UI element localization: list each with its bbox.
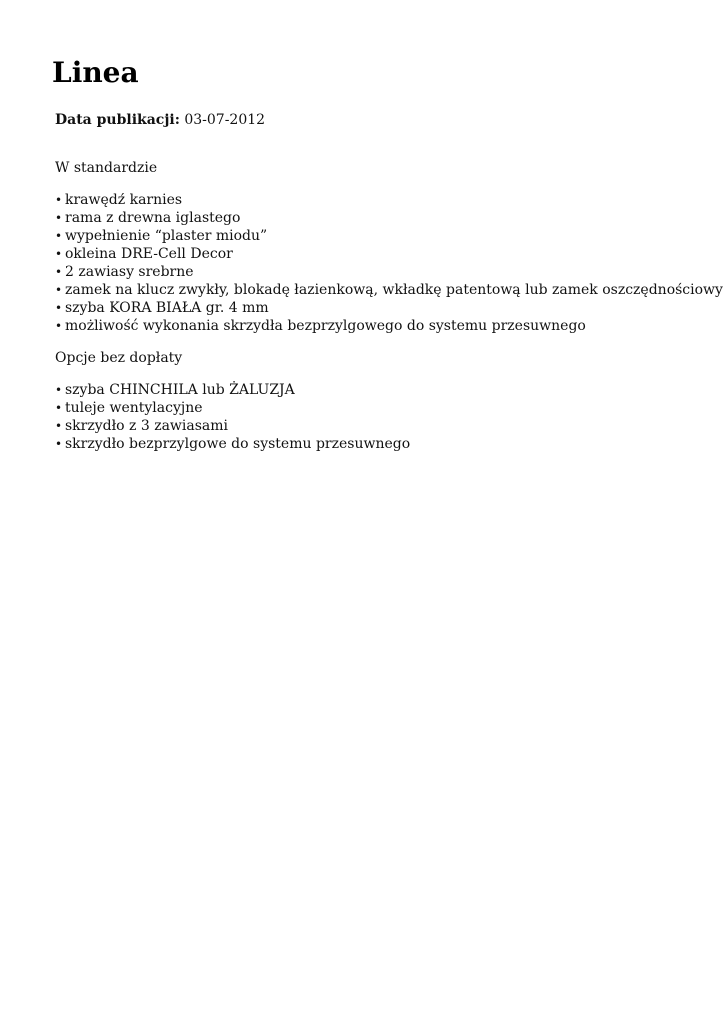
bullet-icon: • (55, 283, 63, 297)
list-item: • zamek na klucz zwykły, blokadę łazienkową, wkładkę patentową lub zamek oszczędnościowy (55, 282, 723, 298)
page-title: Linea (52, 56, 139, 89)
bullet-icon: • (55, 229, 63, 243)
bullet-icon: • (55, 247, 63, 261)
standard-features-list (55, 191, 723, 335)
bullet-icon: • (55, 319, 63, 333)
bullet-icon: • (55, 193, 63, 207)
list-item: • skrzydło z 3 zawiasami (55, 418, 229, 434)
bullet-icon: • (55, 383, 63, 397)
list-item: • wypełnienie “plaster miodu” (55, 228, 268, 244)
list-item: • szyba CHINCHILA lub ŻALUZJA (55, 382, 295, 398)
list-item: • 2 zawiasy srebrne (55, 264, 194, 280)
publication-date-label: Data publikacji: (55, 112, 180, 128)
section-heading-options: Opcje bez dopłaty (55, 350, 183, 366)
list-item: • krawędź karnies (55, 192, 183, 208)
bullet-icon: • (55, 401, 63, 415)
bullet-icon: • (55, 419, 63, 433)
list-item: • skrzydło bezprzylgowe do systemu przesuwnego (55, 436, 411, 452)
bullet-icon: • (55, 211, 63, 225)
list-item: • tuleje wentylacyjne (55, 400, 203, 416)
list-item: • okleina DRE-Cell Decor (55, 246, 233, 262)
bullet-icon: • (55, 301, 63, 315)
list-item: • możliwość wykonania skrzydła bezprzylgowego do systemu przesuwnego (55, 318, 586, 334)
bullet-icon: • (55, 437, 63, 451)
list-item: • rama z drewna iglastego (55, 210, 241, 226)
publication-date-value: 03-07-2012 (184, 112, 266, 128)
free-options-list (55, 381, 695, 453)
article-body (55, 159, 723, 453)
list-item: • szyba KORA BIAŁA gr. 4 mm (55, 300, 269, 316)
publication-date (55, 111, 265, 129)
bullet-icon: • (55, 265, 63, 279)
section-heading-standard: W standardzie (55, 160, 158, 176)
